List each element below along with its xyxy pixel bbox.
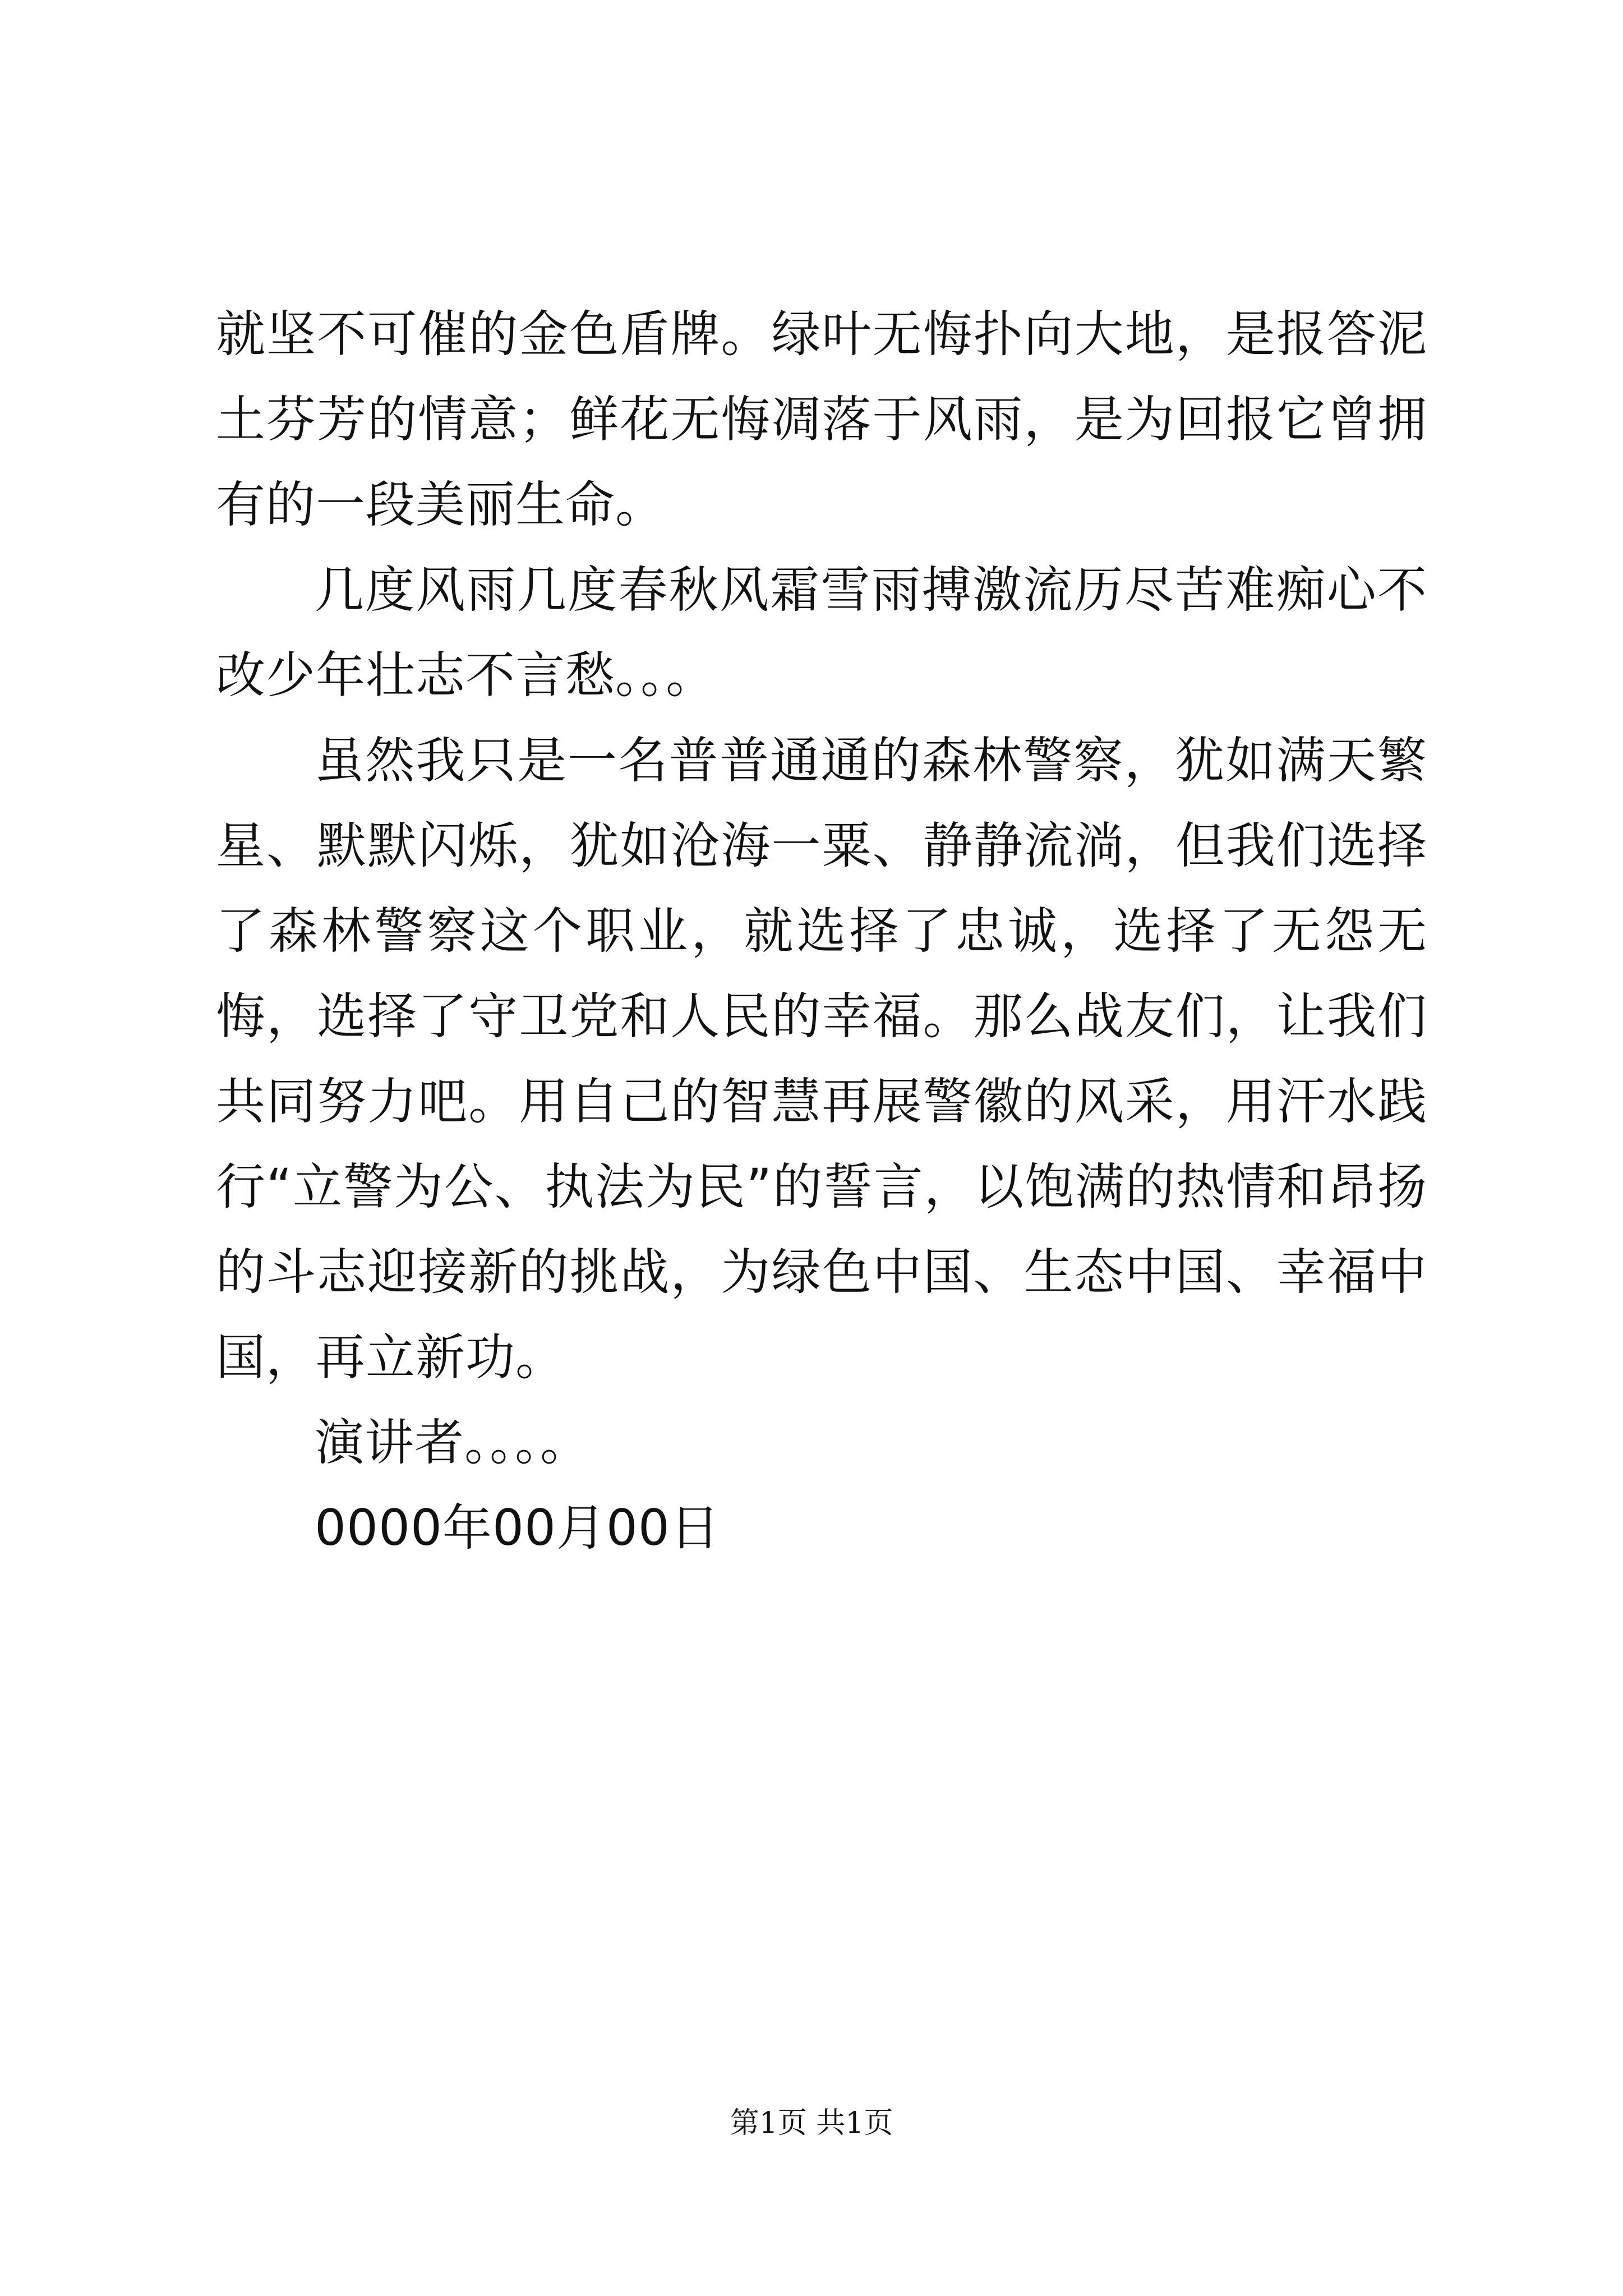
paragraph-closing: 虽然我只是一名普普通通的森林警察，犹如满天繁星、默默闪烁，犹如沧海一粟、静静流淌，但我们选择了森林警察这个职业，就选择了忠诚，选择了无怨无悔，选择了守卫党和人民的幸福。那么战友们，让我们共同努力吧。用自己的智慧再展警徽的风采，用汗水践行“立警为公、执法为民”的誓言，以饱满的热情和昂扬的斗志迎接新的挑战，为绿色中国、生态中国、幸福中国，再立新功。 <box>216 731 1427 1386</box>
page-number-footer: 第1页 共1页 <box>730 2106 893 2140</box>
date-line: 0000年00月00日 <box>315 1499 720 1557</box>
document-body <box>216 292 1427 1571</box>
speaker-line: 演讲者。。。。 <box>315 1414 591 1471</box>
paragraph-continuation: 就坚不可催的金色盾牌。绿叶无悔扑向大地，是报答泥土芬芳的情意；鲜花无悔凋落于风雨，是为回报它曾拥有的一段美丽生命。 <box>216 305 1427 533</box>
paragraph-song-lyrics: 几度风雨几度春秋风霜雪雨搏激流历尽苦难痴心不改少年壮志不言愁。。。 <box>216 561 1427 704</box>
